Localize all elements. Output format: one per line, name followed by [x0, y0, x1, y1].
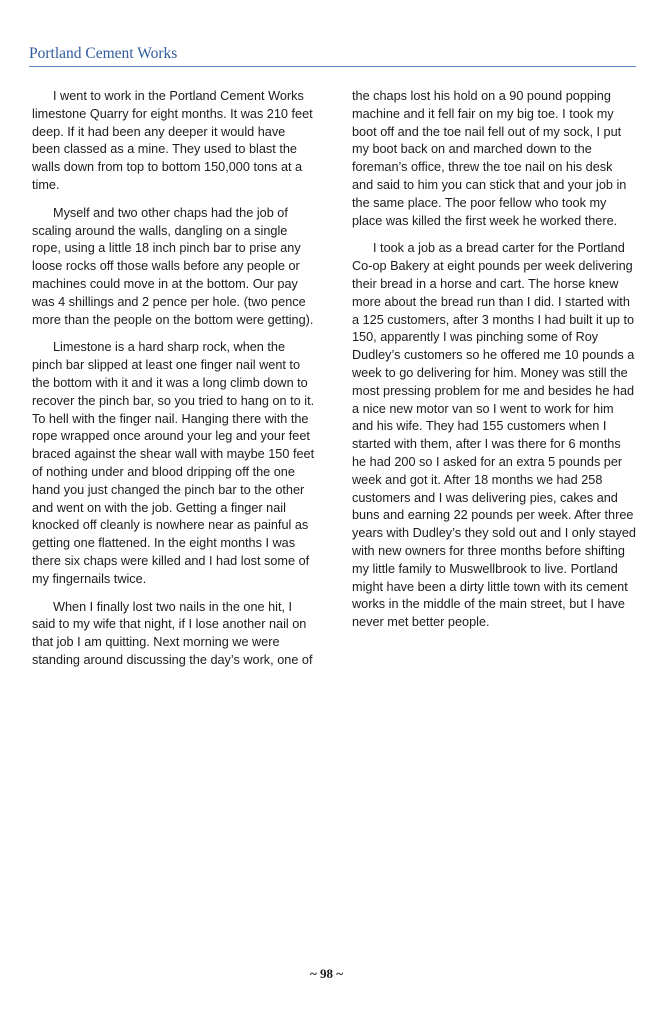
body-paragraph: I went to work in the Portland Cement Works limestone Quarry for eight months. It was 210 feet deep. If it had been any deeper it would have been classed as a mine. They used to blast the walls down from top to bottom 150,000 tons at a time. [32, 89, 313, 192]
page-title: Portland Cement Works [29, 45, 178, 62]
header-divider [29, 66, 636, 67]
page-number: ~ 98 ~ [309, 966, 344, 981]
text-column-left [32, 88, 316, 680]
body-paragraph: Myself and two other chaps had the job of scaling around the walls, dangling on a single rope, using a little 18 inch pinch bar to prise any loose rocks off those walls before any people or machines could move in at the bottom. Our pay was 4 shillings and 2 pence per hole. (two pence more than the people on the bottom were getting). [32, 205, 314, 327]
body-paragraph: the chaps lost his hold on a 90 pound popping machine and it fell fair on my big toe. I took my boot off and the toe nail fell out of my sock, I put my boot back on and marched down to the foreman’s office, threw the toe nail on his desk and said to him you can stick that and your job in the same place. The poor fellow who took my place was killed the first week he worked there. [352, 89, 627, 228]
body-paragraph: When I finally lost two nails in the one hit, I said to my wife that night, if I lose another nail on that job I am quitting. Next morning we were standing around discussing the day’s work, one of [32, 599, 313, 667]
page-header [29, 45, 636, 67]
body-paragraph: Limestone is a hard sharp rock, when the pinch bar slipped at least one finger nail went to the bottom with it and it was a long climb down to recover the pinch bar, so you tried to hang on to it. To hell with the finger nail. Hanging there with the rope wrapped once around your leg and your feet braced against the shear wall with maybe 150 feet of nothing under and blood dripping off the one hand you just changed the pinch bar to the other and went on with the job. Getting a finger nail knocked off cleanly is nowhere near as painful as getting one flattened. In the eight months I was there six chaps were killed and I had lost some of my fingernails twice. [32, 340, 315, 586]
body-paragraph: I took a job as a bread carter for the Portland Co-op Bakery at eight pounds per week delivering their bread in a horse and cart. The horse knew more about the bread run than I did. I started with a 125 customers, after 3 months I had built it up to 150, apparently I was pinching some of Roy Dudley’s customers so he offered me 10 pounds a week to go delivering for him. Money was still the most pressing problem for me and besides he had a nice new motor van so I went to work for him and his wife. They had 155 customers when I started with them, after I was there for 6 months he had 200 so I asked for an extra 5 pounds per week and got it. After 18 months we had 258 customers and I was delivering pies, cakes and buns and earning 22 pounds per week. After three years with Dudley’s they sold out and I only stayed with new owners for three months before shifting my little family to Muswellbrook to live. Portland might have been a dirty little town with its cement works in the middle of the main street, but I have never met better people. [352, 241, 636, 630]
text-column-right [352, 88, 636, 642]
